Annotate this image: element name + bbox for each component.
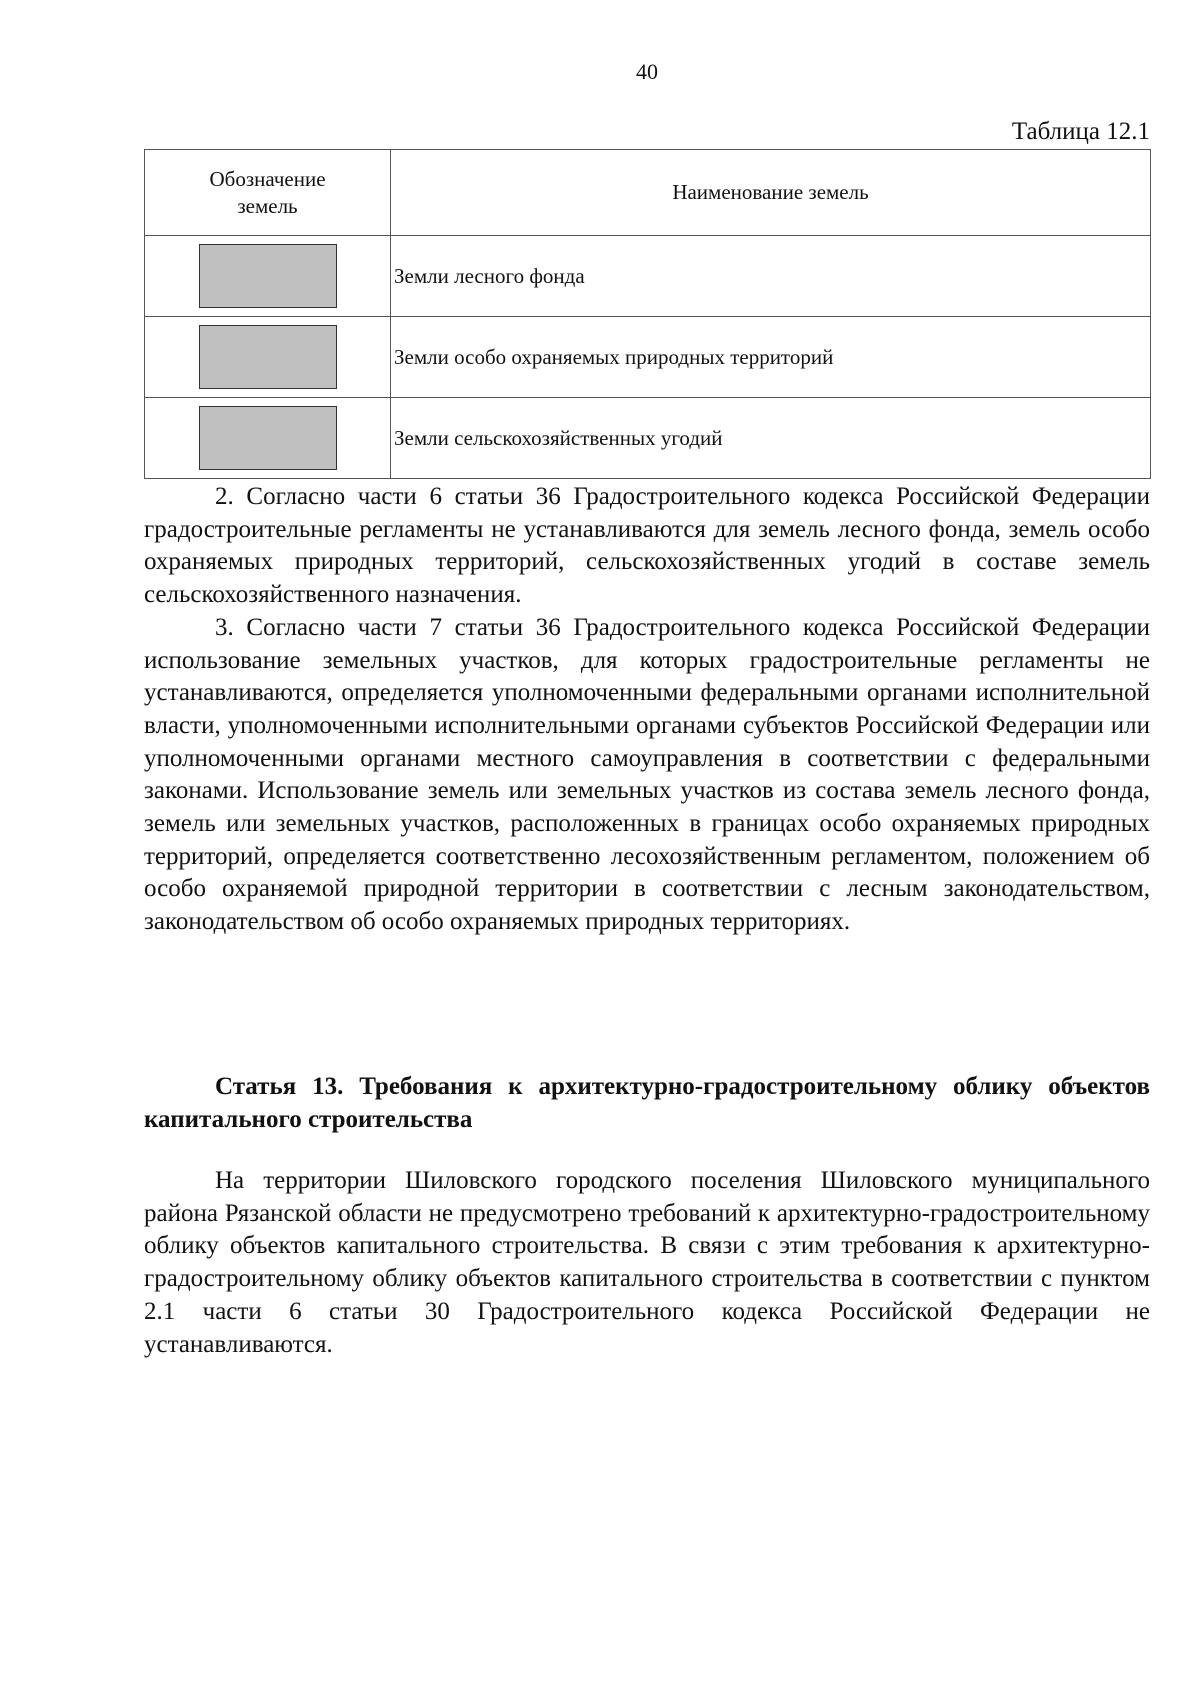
paragraph-3: 3. Согласно части 7 статьи 36 Градостроительного кодекса Российской Федерации использование земельных участков, для которых градостроительные регламенты не устанавливаются, определяется уполномоченными федеральными органами исполнительной власти, уполномоченными исполнительными органами субъектов Российской Федерации или уполномоченными органами местного самоуправления в соответствии с федеральными законами. Использование земель или земельных участков из состава земель лесного фонда, земель или земельных участков, расположенных в границах особо охраняемых природных территорий, определяется соответственно лесохозяйственным регламентом, положением об особо охраняемой природной территории в соответствии с лесным законодательством, законодательством об особо охраняемых природных территориях.	[144, 613, 1150, 936]
forest-fund-swatch	[199, 244, 337, 308]
table-caption: Таблица 12.1	[1011, 118, 1150, 145]
table-header-row	[145, 150, 1151, 236]
article-13-body-block	[144, 1165, 1150, 1361]
header-symbol-label: Обозначение земель	[209, 166, 326, 218]
symbol-cell	[145, 398, 391, 479]
header-symbol	[145, 150, 391, 236]
land-name: Земли особо охраняемых природных территорий	[391, 317, 1151, 398]
land-name: Земли сельскохозяйственных угодий	[391, 398, 1151, 479]
table-row	[145, 317, 1151, 398]
table-row	[145, 236, 1151, 317]
land-name: Земли лесного фонда	[391, 236, 1151, 317]
symbol-cell	[145, 236, 391, 317]
table-row	[145, 398, 1151, 479]
paragraph-2: 2. Согласно части 6 статьи 36 Градостроительного кодекса Российской Федерации градостроительные регламенты не устанавливаются для земель лесного фонда, земель особо охраняемых природных территорий, сельскохозяйственных угодий в составе земель сельскохозяйственного назначения.	[144, 483, 1150, 609]
symbol-cell	[145, 317, 391, 398]
agricultural-lands-swatch	[199, 406, 337, 470]
page-number: 40	[636, 59, 658, 84]
header-name: Наименование земель	[391, 150, 1151, 236]
land-legend-table	[144, 149, 1151, 479]
article-13-body: На территории Шиловского городского поселения Шиловского муниципального района Рязанской области не предусмотрено требований к архитектурно-градостроительному облику объектов капитального строительства. В связи с этим требования к архитектурно-градостроительному облику объектов капитального строительства в соответствии с пунктом 2.1 части 6 статьи 30 Градостроительного кодекса Российской Федерации не устанавливаются.	[144, 1167, 1150, 1358]
paragraphs-block	[144, 481, 1150, 939]
article-13-heading: Статья 13. Требования к архитектурно-градостроительному облику объектов капитального строительства	[144, 1073, 1150, 1133]
protected-areas-swatch	[199, 325, 337, 389]
